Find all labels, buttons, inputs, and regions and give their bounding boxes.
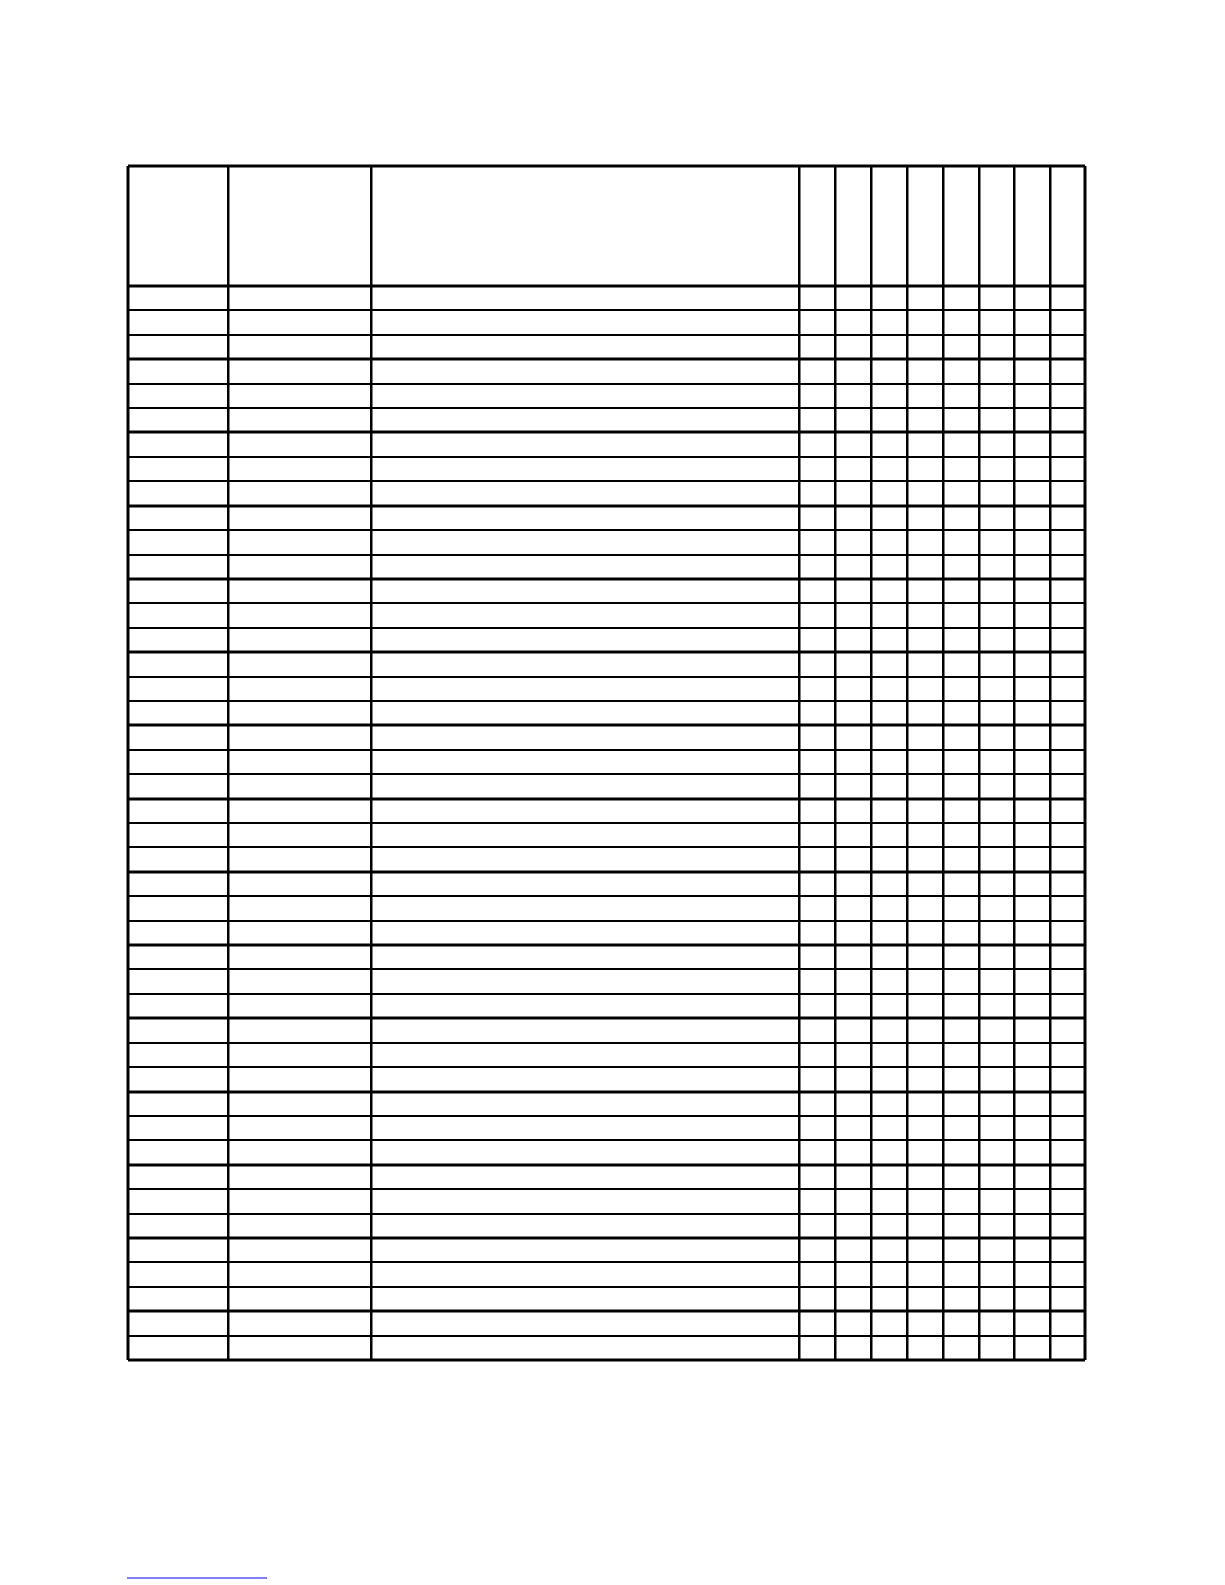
footer-link-underline — [127, 1566, 267, 1580]
footer-link[interactable] — [127, 1566, 267, 1580]
